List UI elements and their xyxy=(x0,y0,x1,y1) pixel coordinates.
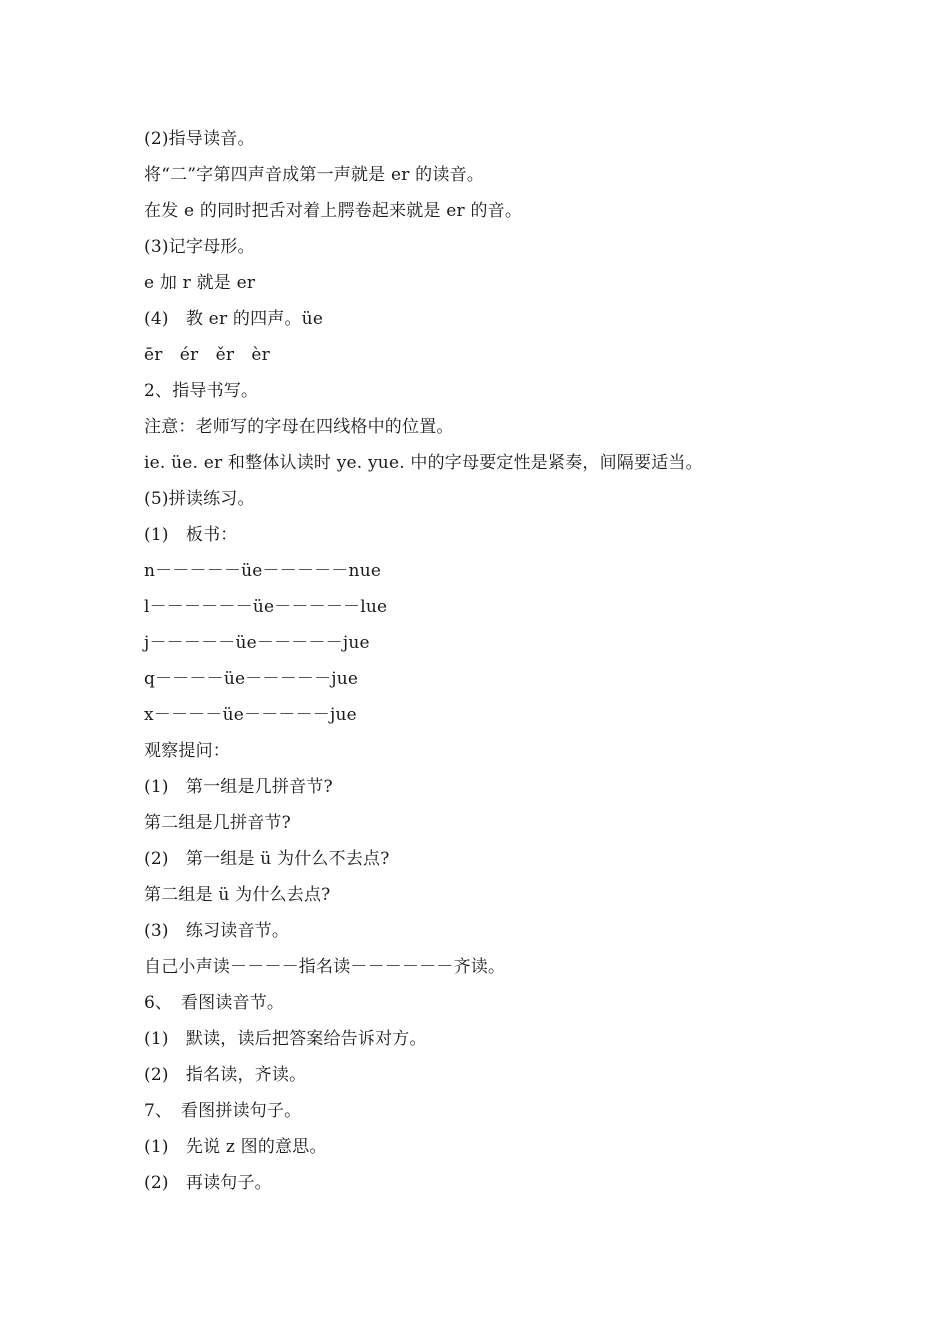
text-line: e 加 r 就是 er xyxy=(144,273,256,293)
text-line: ēr ér ěr èr xyxy=(144,345,270,365)
text-line: q－－－－üe－－－－－jue xyxy=(144,669,359,689)
text-line: (4) 教 er 的四声。üe xyxy=(144,309,324,329)
text-line: (3) 练习读音节。 xyxy=(144,921,290,941)
text-line: (1) 第一组是几拼音节? xyxy=(144,777,333,797)
text-line: 2、指导书写。 xyxy=(144,381,259,401)
text-line: 第二组是几拼音节? xyxy=(144,813,291,833)
text-line: x－－－－üe－－－－－jue xyxy=(144,705,357,725)
text-line: 6、 看图读音节。 xyxy=(144,993,285,1013)
text-line: 第二组是 ü 为什么去点? xyxy=(144,885,331,905)
text-line: (1) 板书： xyxy=(144,525,238,545)
text-line: (2) 再读句子。 xyxy=(144,1173,272,1193)
text-line: ie. üe. er 和整体认读时 ye. yue. 中的字母要定性是紧奏，间隔要适当。 xyxy=(144,453,703,473)
text-line: (1) 先说 z 图的意思。 xyxy=(144,1137,327,1157)
text-line: n－－－－－üe－－－－－nue xyxy=(144,561,382,581)
text-line: 注意：老师写的字母在四线格中的位置。 xyxy=(144,417,454,437)
text-line: 自己小声读－－－－指名读－－－－－－齐读。 xyxy=(144,957,506,977)
text-line: (2)指导读音。 xyxy=(144,129,255,149)
text-line: 在发 e 的同时把舌对着上腭卷起来就是 er 的音。 xyxy=(144,201,523,221)
text-line: (5)拼读练习。 xyxy=(144,489,255,509)
text-line: l－－－－－－üe－－－－－lue xyxy=(144,597,388,617)
text-line: 观察提问： xyxy=(144,741,230,761)
text-line: (1) 默读，读后把答案给告诉对方。 xyxy=(144,1029,427,1049)
text-line: (2) 指名读，齐读。 xyxy=(144,1065,307,1085)
text-line: j－－－－－üe－－－－－jue xyxy=(144,633,370,653)
text-line: 7、 看图拼读句子。 xyxy=(144,1101,302,1121)
text-line: 将“二”字第四声音成第一声就是 er 的读音。 xyxy=(144,165,484,185)
text-line: (2) 第一组是 ü 为什么不去点? xyxy=(144,849,390,869)
document-page xyxy=(144,121,924,1201)
text-line: (3)记字母形。 xyxy=(144,237,255,257)
